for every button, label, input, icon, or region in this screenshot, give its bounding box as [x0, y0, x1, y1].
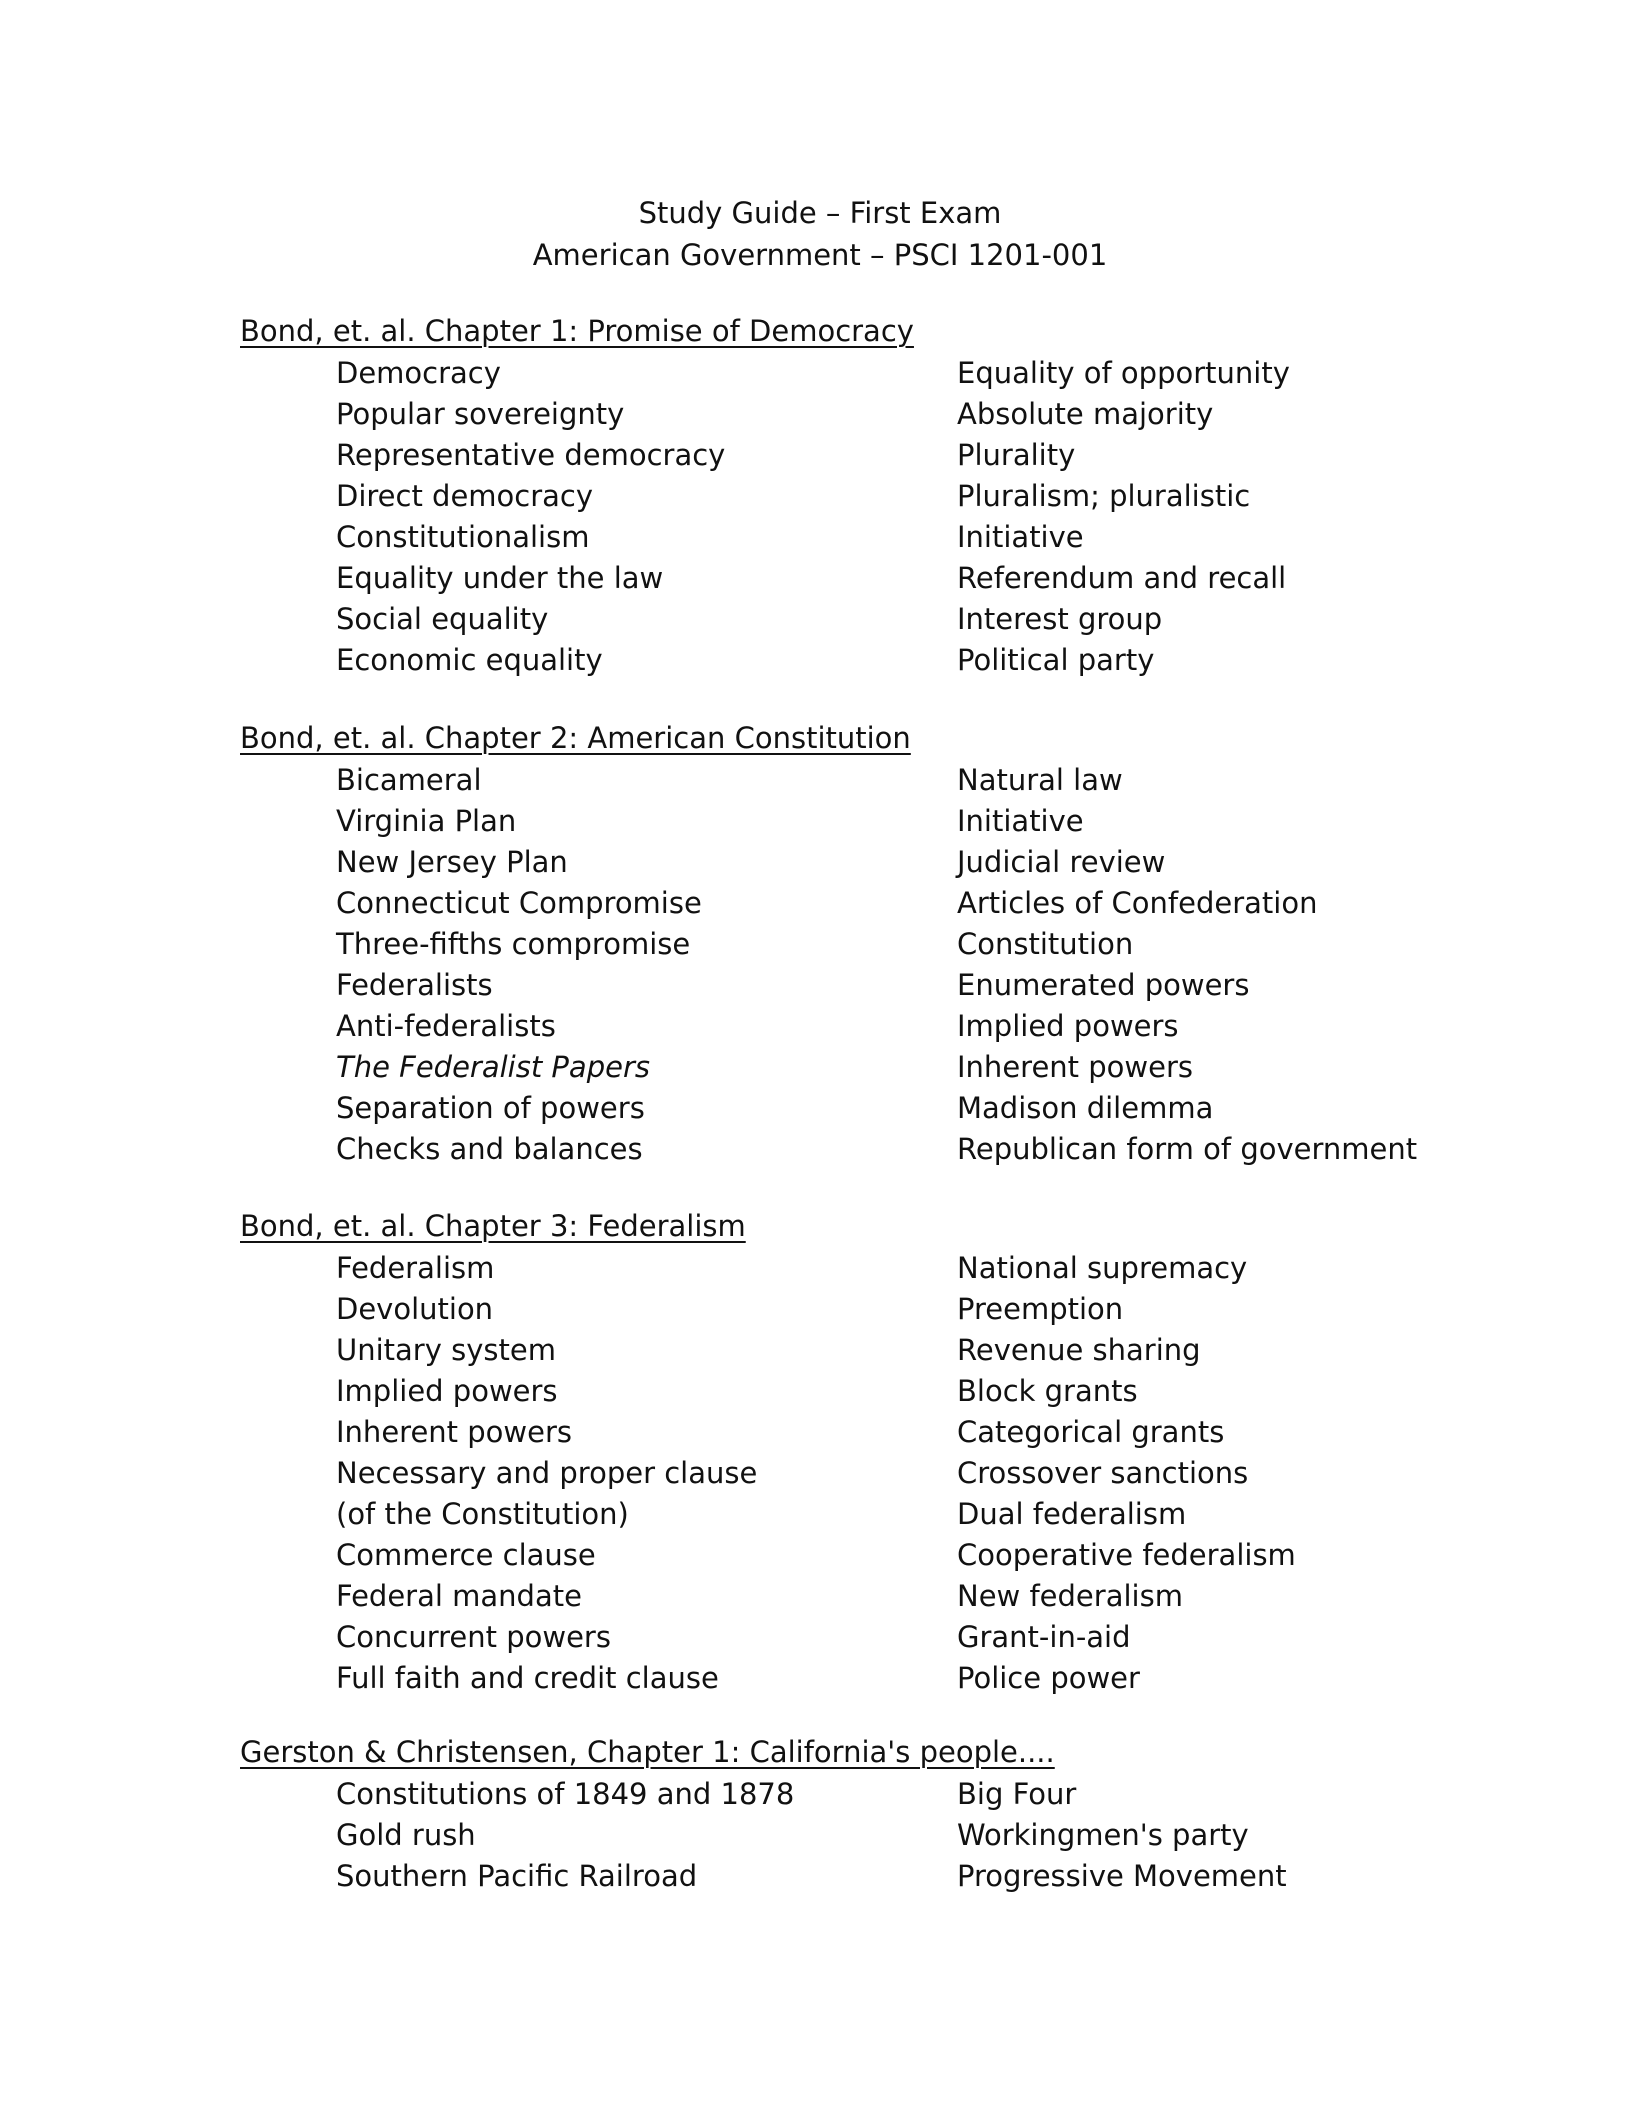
term: Workingmen's party	[957, 1818, 1249, 1852]
term: Natural law	[957, 763, 1123, 797]
term: Anti-federalists	[336, 1009, 556, 1043]
term: Block grants	[957, 1374, 1138, 1408]
term-column-left	[336, 1774, 794, 1897]
term-column-right	[957, 353, 1290, 681]
term: Democracy	[336, 356, 501, 390]
term: Republican form of government	[957, 1132, 1418, 1166]
term: Necessary and proper clause	[336, 1456, 758, 1490]
term: Big Four	[957, 1777, 1077, 1811]
term: Implied powers	[336, 1374, 558, 1408]
term: Southern Pacific Railroad	[336, 1859, 698, 1893]
term-column-right	[957, 1248, 1296, 1699]
term: Implied powers	[957, 1009, 1179, 1043]
course-name: American Government – PSCI 1201-001	[532, 238, 1108, 272]
document-header	[0, 192, 1640, 276]
term: Initiative	[957, 520, 1084, 554]
term: Federal mandate	[336, 1579, 582, 1613]
term: Initiative	[957, 804, 1084, 838]
term: Separation of powers	[336, 1091, 645, 1125]
term: Enumerated powers	[957, 968, 1250, 1002]
term: Constitutionalism	[336, 520, 590, 554]
term: New federalism	[957, 1579, 1183, 1613]
term: Representative democracy	[336, 438, 726, 472]
term: New Jersey Plan	[336, 845, 568, 879]
term: Popular sovereignty	[336, 397, 625, 431]
term: Inherent powers	[336, 1415, 572, 1449]
term-book-title: The Federalist Papers	[336, 1050, 650, 1084]
term: Articles of Confederation	[957, 886, 1318, 920]
term: Dual federalism	[957, 1497, 1187, 1531]
term: Plurality	[957, 438, 1076, 472]
term: Preemption	[957, 1292, 1124, 1326]
term: Equality of opportunity	[957, 356, 1290, 390]
term: Inherent powers	[957, 1050, 1193, 1084]
section-title: Bond, et. al. Chapter 3: Federalism	[240, 1209, 746, 1243]
term: Connecticut Compromise	[336, 886, 702, 920]
term-column-right	[957, 760, 1417, 1170]
term-column-left	[336, 1248, 757, 1699]
document-title: Study Guide – First Exam	[638, 196, 1002, 230]
term: National supremacy	[957, 1251, 1248, 1285]
section-title: Bond, et. al. Chapter 1: Promise of Democracy	[240, 314, 914, 348]
term: Progressive Movement	[957, 1859, 1287, 1893]
term: Social equality	[336, 602, 549, 636]
term: Gold rush	[336, 1818, 476, 1852]
term: Federalism	[336, 1251, 495, 1285]
term: Economic equality	[336, 643, 603, 677]
term: Checks and balances	[336, 1132, 643, 1166]
term: Unitary system	[336, 1333, 556, 1367]
term: Political party	[957, 643, 1155, 677]
term: Cooperative federalism	[957, 1538, 1296, 1572]
term: Interest group	[957, 602, 1163, 636]
term: Referendum and recall	[957, 561, 1287, 595]
term: Police power	[957, 1661, 1140, 1695]
term: Absolute majority	[957, 397, 1214, 431]
term: Constitutions of 1849 and 1878	[336, 1777, 795, 1811]
term: Direct democracy	[336, 479, 594, 513]
term: Concurrent powers	[336, 1620, 611, 1654]
section-title: Bond, et. al. Chapter 2: American Constitution	[240, 721, 911, 755]
term: Madison dilemma	[957, 1091, 1214, 1125]
section-title: Gerston & Christensen, Chapter 1: California's people....	[240, 1735, 1055, 1769]
term: Virginia Plan	[336, 804, 517, 838]
section-chapter-3	[240, 1206, 1540, 1695]
term-column-left	[336, 760, 702, 1170]
section-chapter-1	[240, 311, 1540, 677]
term: Crossover sanctions	[957, 1456, 1249, 1490]
term-column-left	[336, 353, 725, 681]
term: Pluralism; pluralistic	[957, 479, 1251, 513]
section-chapter-2	[240, 718, 1540, 1166]
term-column-right	[957, 1774, 1287, 1897]
term: Full faith and credit clause	[336, 1661, 719, 1695]
term: (of the Constitution)	[336, 1497, 629, 1531]
term: Judicial review	[957, 845, 1166, 879]
term: Grant-in-aid	[957, 1620, 1131, 1654]
term: Commerce clause	[336, 1538, 596, 1572]
term: Bicameral	[336, 763, 482, 797]
term: Equality under the law	[336, 561, 664, 595]
term: Federalists	[336, 968, 493, 1002]
term: Three-fifths compromise	[336, 927, 691, 961]
term: Categorical grants	[957, 1415, 1225, 1449]
section-california	[240, 1732, 1540, 1893]
term: Revenue sharing	[957, 1333, 1201, 1367]
term: Constitution	[957, 927, 1134, 961]
term: Devolution	[336, 1292, 494, 1326]
